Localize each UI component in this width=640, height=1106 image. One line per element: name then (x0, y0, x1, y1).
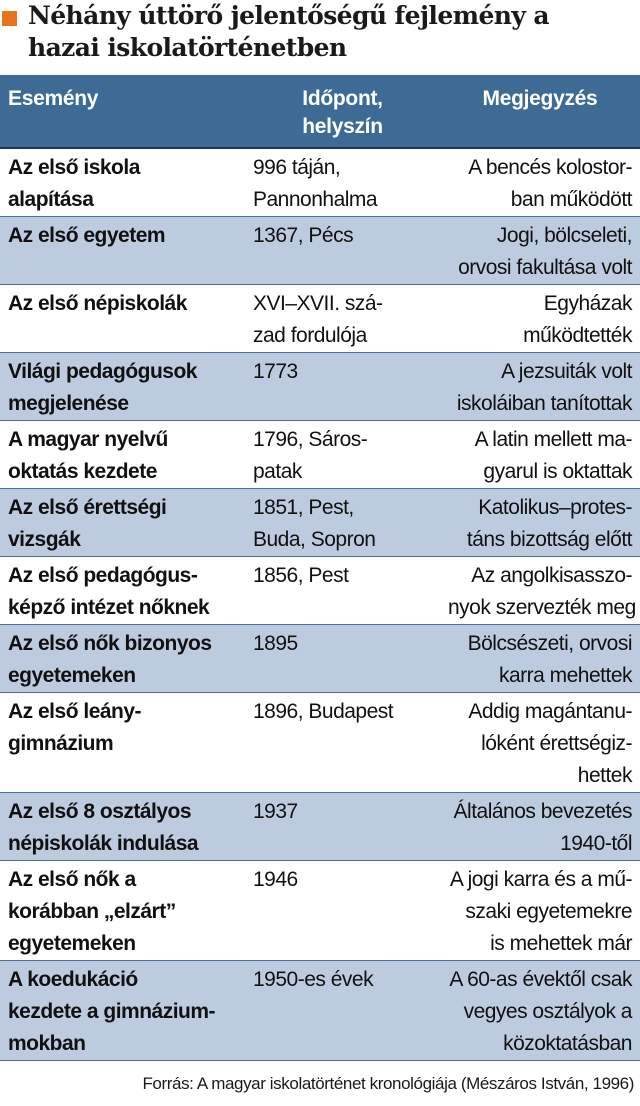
event-cell-line: Az első pedagógus- (8, 564, 198, 587)
note-cell (440, 557, 640, 625)
event-cell-line: A koedukáció (8, 968, 138, 991)
note-cell-line: Jogi, bölcseleti, (496, 224, 632, 247)
table-row (0, 961, 640, 1061)
note-cell-line: 1940-től (560, 832, 632, 855)
event-cell-line: képző intézet nőknek (8, 596, 210, 619)
note-cell-line: működtették (523, 324, 632, 347)
when-cell-line: 1895 (253, 632, 298, 655)
when-cell (245, 148, 440, 217)
table-row (0, 217, 640, 285)
event-cell (0, 489, 245, 557)
event-cell-line: mokban (8, 1032, 86, 1055)
note-cell (440, 861, 640, 961)
note-cell (440, 353, 640, 421)
note-cell-line: A jogi karra és a mű- (449, 868, 632, 891)
title-marker-square (2, 11, 17, 26)
note-cell-line: Az angolkisasszo- (471, 564, 632, 587)
event-cell-line: Az első nők bizonyos (8, 632, 212, 655)
event-cell-line: kezdete a gimnázium- (8, 1000, 216, 1023)
event-cell-line: egyetemeken (8, 932, 136, 955)
table-header (0, 75, 640, 148)
event-cell (0, 285, 245, 353)
when-cell-line: 1896, Budapest (253, 700, 394, 723)
when-cell-line: Buda, Sopron (253, 528, 376, 551)
note-cell-line: is mehettek már (490, 932, 632, 955)
table-row (0, 693, 640, 793)
note-cell-line: A latin mellett ma- (474, 428, 632, 451)
event-cell (0, 557, 245, 625)
table-row (0, 625, 640, 693)
note-cell-line: A 60-as évektől csak (449, 968, 632, 991)
note-cell (440, 693, 640, 793)
note-cell (440, 625, 640, 693)
note-cell-line: Katolikus–protes- (478, 496, 632, 519)
when-cell (245, 693, 440, 793)
event-cell-line: egyetemeken (8, 664, 136, 687)
note-cell-line: lóként érettségiz- (481, 732, 632, 755)
note-cell-line: A jezsuiták volt (501, 360, 632, 383)
note-cell-line: Addig magántanu- (468, 700, 632, 723)
when-cell-line: 1796, Sáros- (253, 428, 368, 451)
event-cell (0, 625, 245, 693)
note-cell (440, 285, 640, 353)
event-cell-line: gimnázium (8, 732, 114, 755)
event-cell-line: népiskolák indulása (8, 832, 199, 855)
event-cell (0, 861, 245, 961)
table-row (0, 793, 640, 861)
when-cell-line: 996 táján, (253, 156, 341, 179)
note-cell-line: ban működött (510, 188, 632, 211)
event-cell-line: Az első leány- (8, 700, 142, 723)
event-cell-line: Az első iskola (8, 156, 140, 179)
when-cell (245, 793, 440, 861)
when-cell-line: patak (253, 460, 302, 483)
event-cell-line: Az első érettségi (8, 496, 167, 519)
event-cell-line: Világi pedagógusok (8, 360, 197, 383)
table-row (0, 148, 640, 217)
note-cell-line: karra mehettek (498, 664, 632, 687)
event-cell-line: Az első egyetem (8, 224, 166, 247)
event-cell-line: Az első 8 osztályos (8, 800, 192, 823)
when-cell-line: 1773 (253, 360, 298, 383)
note-cell-line: szaki egyetemekre (465, 900, 632, 923)
event-cell (0, 353, 245, 421)
event-cell (0, 421, 245, 489)
when-cell (245, 285, 440, 353)
title-line-1: Néhány úttörő jelentőségű fejlemény a (28, 1, 550, 30)
when-cell (245, 625, 440, 693)
when-cell-line: XVI–XVII. szá- (253, 292, 383, 315)
event-cell (0, 793, 245, 861)
note-cell (440, 148, 640, 217)
event-cell-line: Az első népiskolák (8, 292, 187, 315)
event-cell (0, 693, 245, 793)
event-cell-line: A magyar nyelvű (8, 428, 168, 451)
event-cell-line: megjelenése (8, 392, 129, 415)
table-row (0, 557, 640, 625)
source-citation: Forrás: A magyar iskolatörténet kronológiája (Mészáros István, 1996) (142, 1074, 634, 1093)
note-cell-line: Bölcsészeti, orvosi (467, 632, 632, 655)
when-cell (245, 489, 440, 557)
when-cell (245, 353, 440, 421)
note-cell-line: nyok szervezték meg (448, 596, 636, 619)
history-table (0, 75, 640, 1061)
note-cell (440, 421, 640, 489)
table-row (0, 421, 640, 489)
note-cell (440, 793, 640, 861)
event-cell-line: korábban „elzárt” (8, 900, 176, 923)
note-cell (440, 217, 640, 285)
header-event: Esemény (0, 75, 245, 148)
note-cell-line: táns bizottság előtt (466, 528, 632, 551)
when-cell-line: 1946 (253, 868, 298, 891)
event-cell (0, 148, 245, 217)
event-cell (0, 961, 245, 1061)
when-cell-line: 1856, Pest (253, 564, 349, 587)
event-cell-line: Az első nők a (8, 868, 136, 891)
when-cell (245, 217, 440, 285)
title-line-2: hazai iskolatörténetben (28, 33, 347, 62)
note-cell-line: Egyházak (543, 292, 632, 315)
when-cell (245, 421, 440, 489)
table-row (0, 353, 640, 421)
when-cell (245, 961, 440, 1061)
header-note: Megjegyzés (440, 75, 640, 148)
when-cell-line: Pannonhalma (253, 188, 378, 211)
note-cell-line: közoktatásban (503, 1032, 632, 1055)
note-cell-line: vegyes osztályok a (463, 1000, 632, 1023)
header-when-where (245, 75, 440, 148)
header-when-where-line-2: helyszín (302, 115, 383, 138)
table-body (0, 148, 640, 1061)
table-row (0, 861, 640, 961)
event-cell-line: alapítása (8, 188, 94, 211)
note-cell (440, 961, 640, 1061)
note-cell-line: A bencés kolostor- (468, 156, 632, 179)
note-cell-line: Általános bevezetés (453, 800, 632, 823)
event-cell-line: oktatás kezdete (8, 460, 157, 483)
event-cell (0, 217, 245, 285)
when-cell-line: zad fordulója (253, 324, 367, 347)
event-cell-line: vizsgák (8, 528, 81, 551)
when-cell (245, 557, 440, 625)
note-cell (440, 489, 640, 557)
when-cell (245, 861, 440, 961)
table-row (0, 489, 640, 557)
note-cell-line: hettek (577, 764, 632, 787)
note-cell-line: gyarul is oktattak (483, 460, 632, 483)
when-cell-line: 1937 (253, 800, 298, 823)
title-block (0, 0, 640, 70)
when-cell-line: 1367, Pécs (253, 224, 354, 247)
when-cell-line: 1851, Pest, (253, 496, 354, 519)
note-cell-line: iskoláiban tanítottak (456, 392, 632, 415)
table-row (0, 285, 640, 353)
note-cell-line: orvosi fakultása volt (458, 256, 632, 279)
when-cell-line: 1950-es évek (253, 968, 374, 991)
header-when-where-line-1: Időpont, (302, 87, 383, 110)
